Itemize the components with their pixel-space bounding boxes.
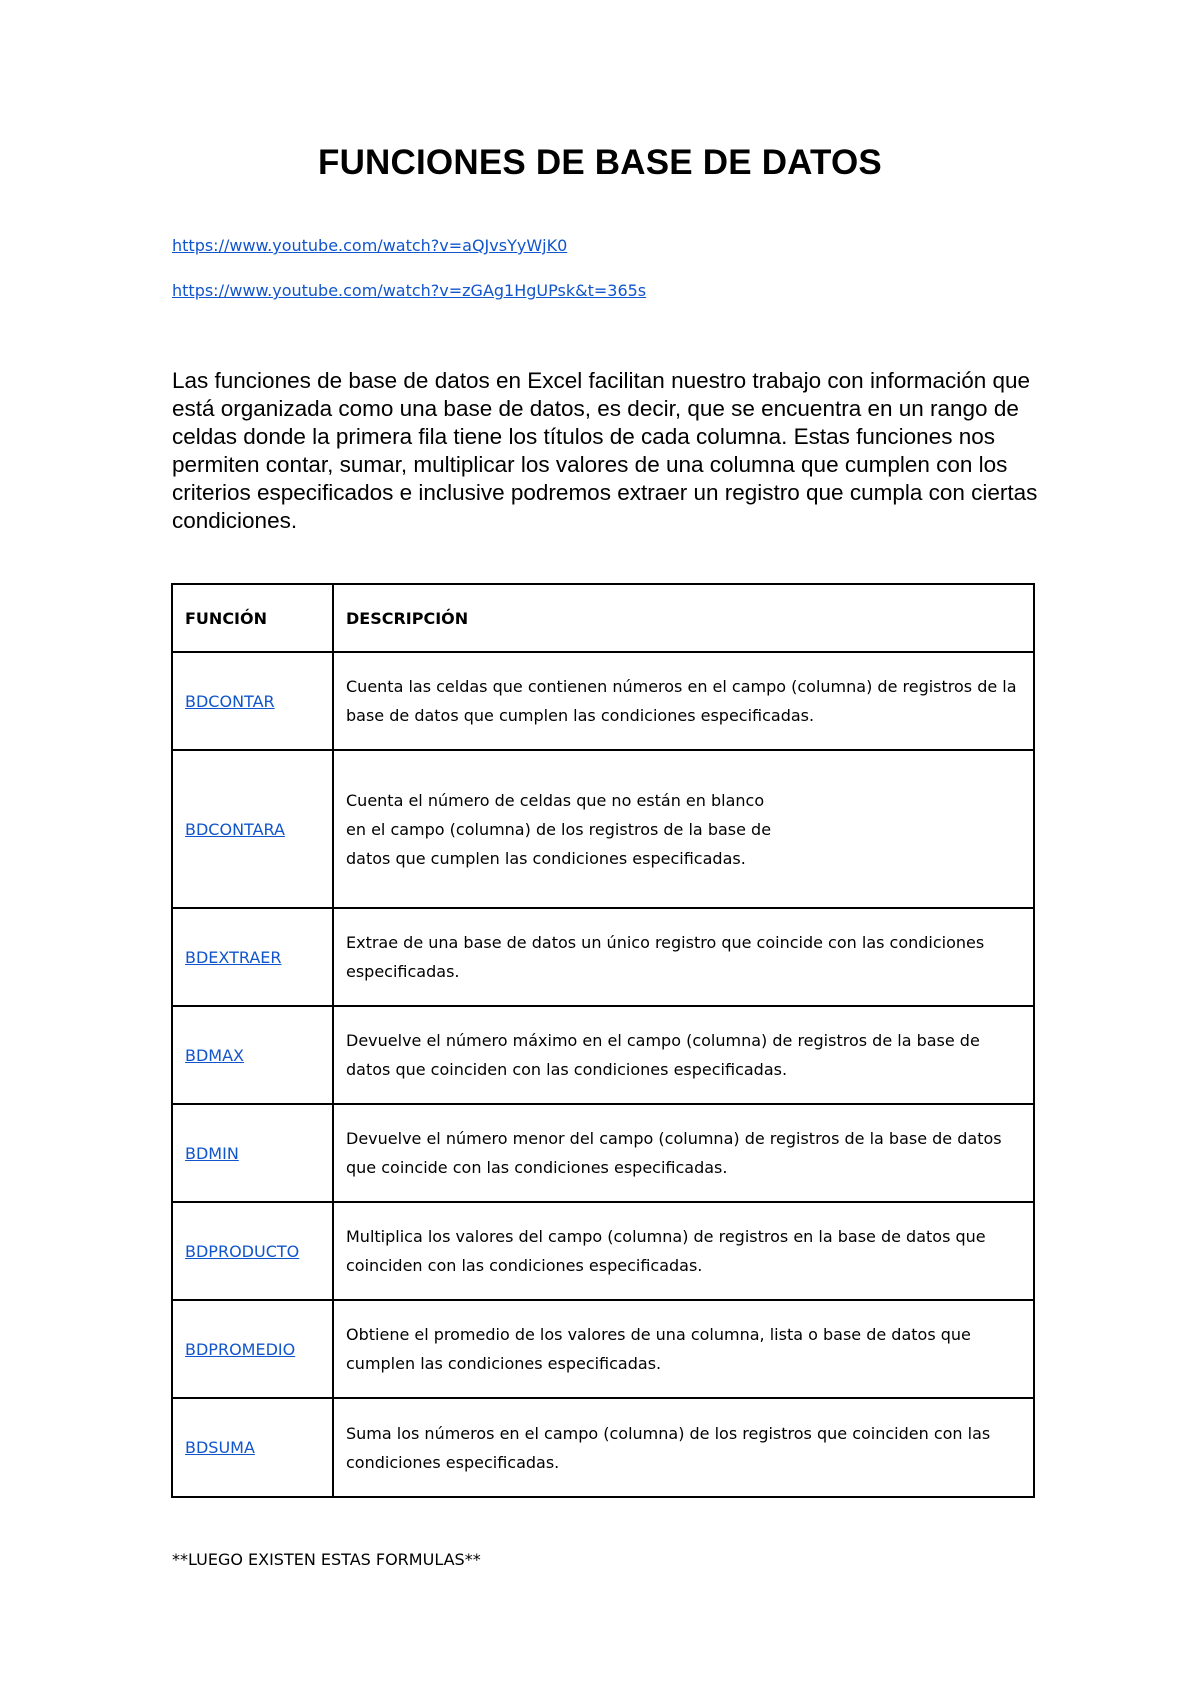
- footer-note: **LUEGO EXISTEN ESTAS FORMULAS**: [172, 1550, 481, 1569]
- function-description: Cuenta el número de celdas que no están en blanco en el campo (columna) de los registros de la base de datos que cumplen las condiciones especificadas.: [333, 750, 1034, 908]
- table-row: [172, 750, 1034, 908]
- function-description: Obtiene el promedio de los valores de una columna, lista o base de datos que cumplen las condiciones especificadas.: [333, 1300, 1034, 1398]
- table-row: [172, 652, 1034, 750]
- function-link-bdmin[interactable]: BDMIN: [185, 1143, 239, 1163]
- youtube-link-2[interactable]: https://www.youtube.com/watch?v=zGAg1HgUPsk&t=365s: [172, 281, 647, 300]
- function-description: Devuelve el número máximo en el campo (columna) de registros de la base de datos que coinciden con las condiciones especificadas.: [333, 1006, 1034, 1104]
- function-description: Cuenta las celdas que contienen números en el campo (columna) de registros de la base de datos que cumplen las condiciones especificadas.: [333, 652, 1034, 750]
- function-link-bdcontara[interactable]: BDCONTARA: [185, 819, 285, 839]
- function-description: Multiplica los valores del campo (columna) de registros en la base de datos que coinciden con las condiciones especificadas.: [333, 1202, 1034, 1300]
- function-link-bdsuma[interactable]: BDSUMA: [185, 1438, 255, 1457]
- table-row: [172, 1202, 1034, 1300]
- table-row: [172, 1104, 1034, 1202]
- table-row: [172, 1300, 1034, 1398]
- intro-paragraph: Las funciones de base de datos en Excel facilitan nuestro trabajo con información que está organizada como una base de datos, es decir, que se encuentra en un rango de celdas donde la primera fila tiene los títulos de cada columna. Estas funciones nos permiten contar, sumar, multiplicar los valores de una columna que cumplen con los criterios especificados e inclusive podremos extraer un registro que cumpla con ciertas condiciones.: [172, 368, 1038, 533]
- function-link-bdproducto[interactable]: BDPRODUCTO: [185, 1241, 300, 1261]
- table-row: [172, 908, 1034, 1006]
- header-description: DESCRIPCIÓN: [333, 584, 1034, 652]
- function-link-bdcontar[interactable]: BDCONTAR: [185, 691, 275, 711]
- function-description: Extrae de una base de datos un único registro que coincide con las condiciones especificadas.: [333, 908, 1034, 1006]
- function-description: Devuelve el número menor del campo (columna) de registros de la base de datos que coincide con las condiciones especificadas.: [333, 1104, 1034, 1202]
- function-description: Suma los números en el campo (columna) de los registros que coinciden con las condiciones especificadas.: [333, 1398, 1034, 1497]
- header-function: FUNCIÓN: [172, 584, 333, 652]
- function-link-bdmax[interactable]: BDMAX: [185, 1045, 245, 1065]
- function-link-bdpromedio[interactable]: BDPROMEDIO: [185, 1339, 296, 1359]
- function-link-bdextraer[interactable]: BDEXTRAER: [185, 947, 282, 967]
- document-title: FUNCIONES DE BASE DE DATOS: [318, 143, 882, 182]
- table-row: [172, 1398, 1034, 1497]
- functions-table: [171, 583, 1035, 1498]
- table-header-row: [172, 584, 1034, 652]
- youtube-link-1[interactable]: https://www.youtube.com/watch?v=aQJvsYyWjK0: [172, 236, 568, 255]
- table-row: [172, 1006, 1034, 1104]
